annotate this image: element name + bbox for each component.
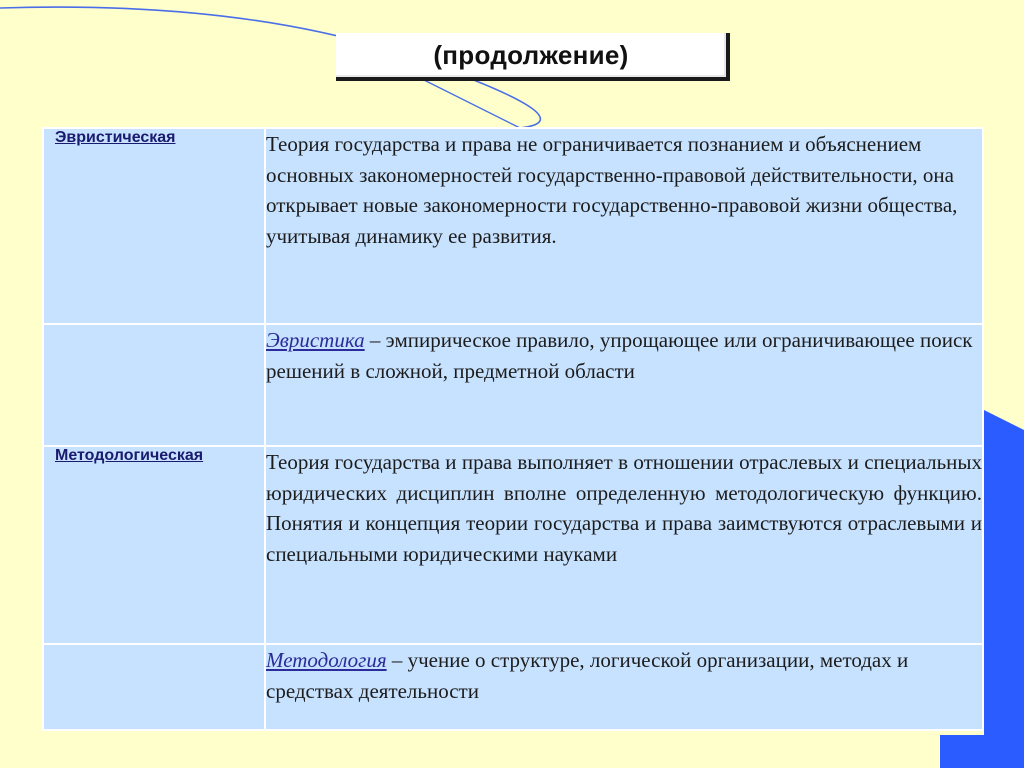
term-heuristic[interactable]: Эвристика [266,328,365,352]
page-title: (продолжение) [433,39,629,70]
content-cell [265,446,983,644]
table-row [43,128,983,324]
heuristic-description: Теория государства и права не ограничивается познанием и объяснением основных закономерностей государственно-правовой действительности, она открывает новые закономерности государственно-правовой жизни общества, учитывая динамику ее развития. [266,132,958,248]
label-heuristic[interactable]: Эвристическая [55,129,176,146]
content-cell [265,644,983,730]
methodology-definition [266,645,982,706]
table-row [43,446,983,644]
label-cell [43,128,265,324]
label-cell [43,446,265,644]
content-cell [265,128,983,324]
label-cell-empty [43,324,265,446]
label-methodological[interactable]: Методологическая [55,447,204,464]
label-cell-empty [43,644,265,730]
title-box [336,33,730,81]
content-cell [265,324,983,446]
term-methodology[interactable]: Методология [266,648,387,672]
definition-text: – учение о структуре, логической организации, методах и средствах деятельности [266,648,909,703]
functions-table [42,127,984,731]
methodological-description: Теория государства и права выполняет в отношении отраслевых и специальных юридических дисциплин вполне определенную методологическую функцию. Понятия и концепция теории государства и права заимствуются отраслевыми и специальными юридическими науками [266,450,982,566]
definition-text: – эмпирическое правило, упрощающее или ограничивающее поиск решений в сложной, предметной области [266,328,973,383]
table-row [43,324,983,446]
decorative-arc-line-2 [420,78,520,128]
heuristic-definition [266,325,982,386]
table-row [43,644,983,730]
